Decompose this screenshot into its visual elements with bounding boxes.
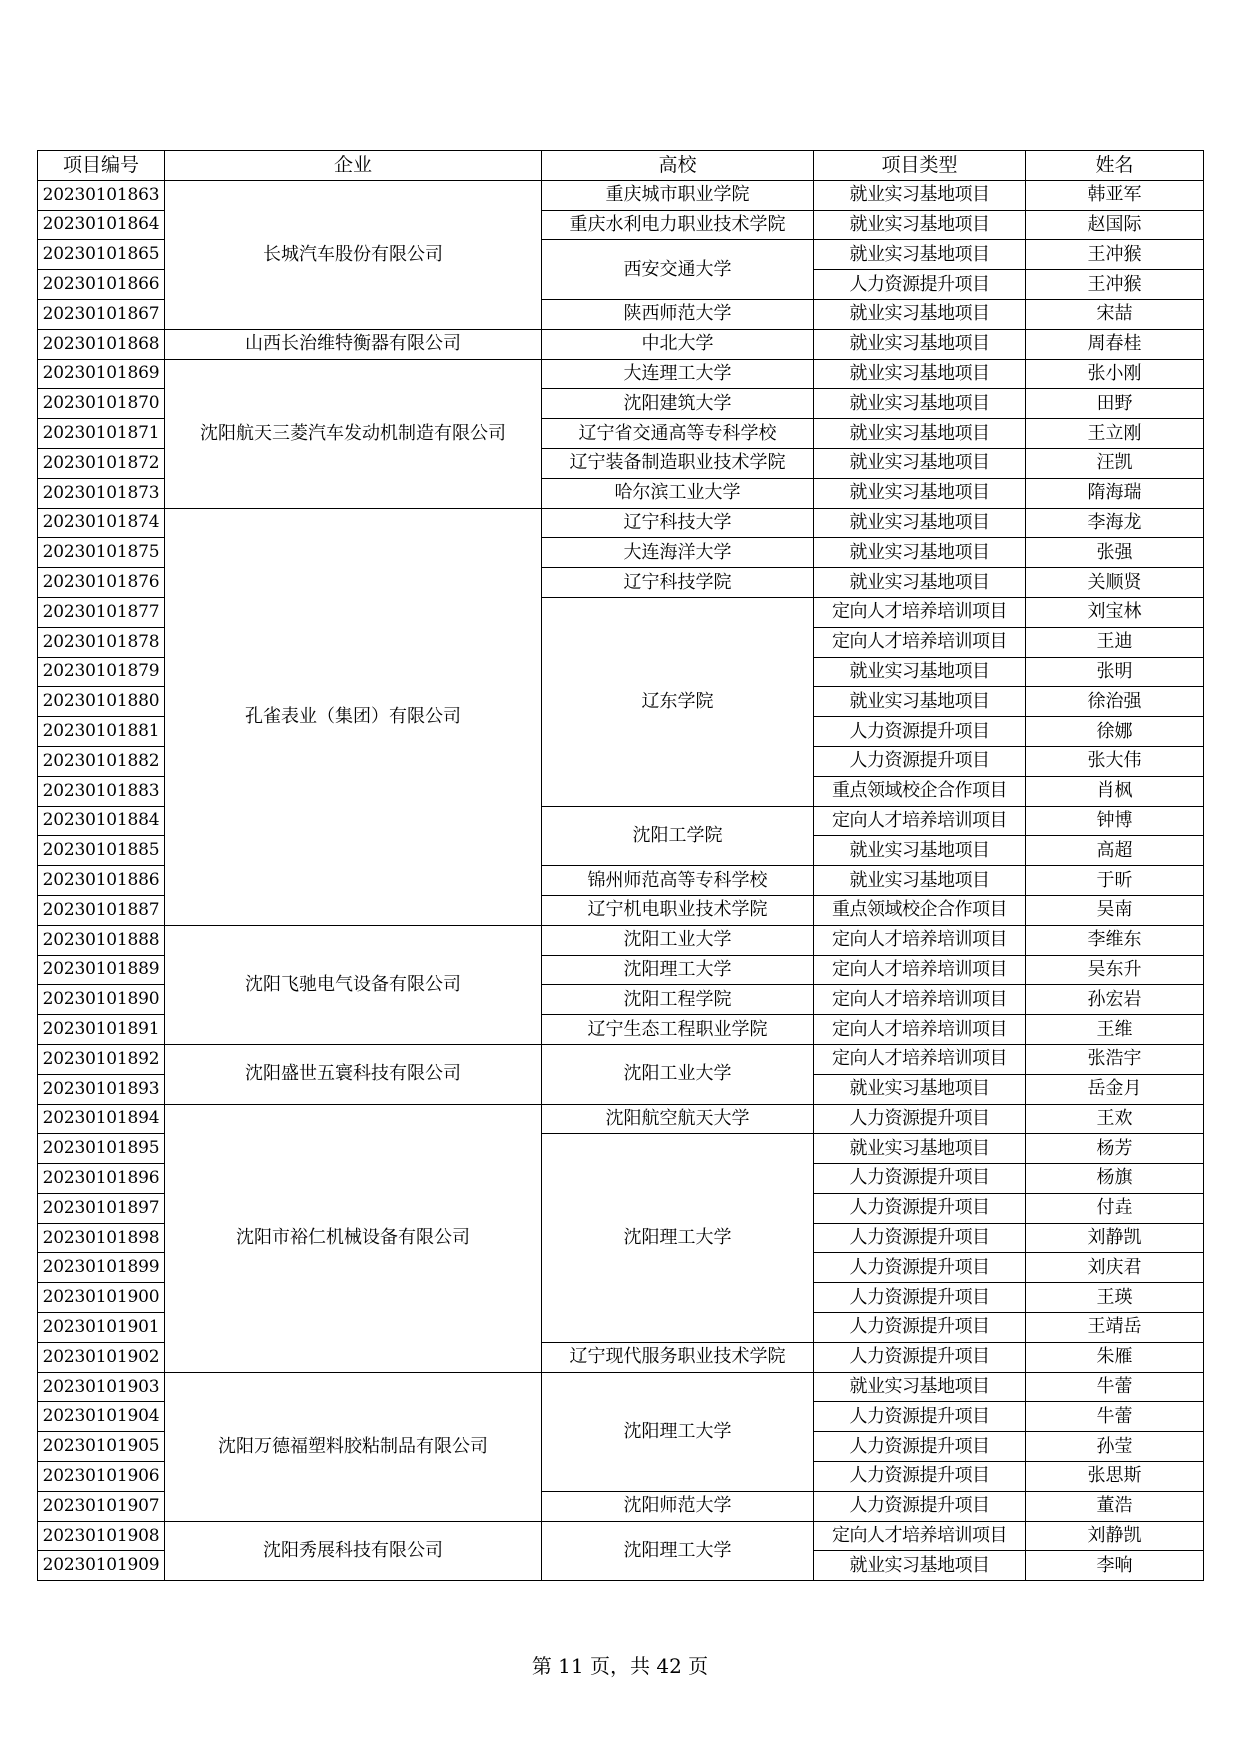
cell-name: 王立刚 bbox=[1026, 419, 1204, 449]
table-row bbox=[38, 1044, 1204, 1074]
cell-project-type: 定向人才培养培训项目 bbox=[814, 597, 1026, 627]
cell-project-id: 20230101889 bbox=[38, 955, 165, 985]
cell-company: 孔雀表业（集团）有限公司 bbox=[165, 508, 542, 925]
cell-project-type: 人力资源提升项目 bbox=[814, 1313, 1026, 1343]
cell-name: 田野 bbox=[1026, 389, 1204, 419]
header-project-type: 项目类型 bbox=[814, 151, 1026, 181]
cell-name: 李维东 bbox=[1026, 925, 1204, 955]
cell-name: 吴东升 bbox=[1026, 955, 1204, 985]
cell-project-id: 20230101867 bbox=[38, 299, 165, 329]
cell-name: 张强 bbox=[1026, 538, 1204, 568]
cell-project-id: 20230101869 bbox=[38, 359, 165, 389]
cell-project-id: 20230101907 bbox=[38, 1491, 165, 1521]
cell-project-id: 20230101902 bbox=[38, 1342, 165, 1372]
cell-project-id: 20230101876 bbox=[38, 568, 165, 598]
cell-project-type: 就业实习基地项目 bbox=[814, 1134, 1026, 1164]
cell-university: 辽宁机电职业技术学院 bbox=[542, 895, 814, 925]
table-row bbox=[38, 329, 1204, 359]
cell-project-type: 定向人才培养培训项目 bbox=[814, 627, 1026, 657]
table-body bbox=[38, 180, 1204, 1580]
cell-name: 王维 bbox=[1026, 1015, 1204, 1045]
cell-name: 孙宏岩 bbox=[1026, 985, 1204, 1015]
cell-name: 杨旗 bbox=[1026, 1164, 1204, 1194]
cell-university: 沈阳理工大学 bbox=[542, 955, 814, 985]
cell-project-type: 就业实习基地项目 bbox=[814, 538, 1026, 568]
cell-project-type: 就业实习基地项目 bbox=[814, 568, 1026, 598]
table-row bbox=[38, 1104, 1204, 1134]
cell-project-id: 20230101864 bbox=[38, 210, 165, 240]
cell-project-id: 20230101863 bbox=[38, 180, 165, 210]
cell-project-type: 人力资源提升项目 bbox=[814, 1164, 1026, 1194]
cell-project-id: 20230101904 bbox=[38, 1402, 165, 1432]
cell-project-id: 20230101866 bbox=[38, 270, 165, 300]
cell-name: 刘静凯 bbox=[1026, 1223, 1204, 1253]
cell-name: 刘静凯 bbox=[1026, 1521, 1204, 1551]
cell-university: 大连海洋大学 bbox=[542, 538, 814, 568]
cell-project-type: 就业实习基地项目 bbox=[814, 866, 1026, 896]
cell-project-type: 就业实习基地项目 bbox=[814, 180, 1026, 210]
cell-name: 宋喆 bbox=[1026, 299, 1204, 329]
cell-name: 牛蕾 bbox=[1026, 1402, 1204, 1432]
cell-university: 辽东学院 bbox=[542, 597, 814, 806]
cell-name: 赵国际 bbox=[1026, 210, 1204, 240]
header-company: 企业 bbox=[165, 151, 542, 181]
cell-project-type: 就业实习基地项目 bbox=[814, 478, 1026, 508]
cell-name: 岳金月 bbox=[1026, 1074, 1204, 1104]
cell-company: 沈阳秀展科技有限公司 bbox=[165, 1521, 542, 1581]
cell-university: 重庆水利电力职业技术学院 bbox=[542, 210, 814, 240]
cell-name: 徐娜 bbox=[1026, 717, 1204, 747]
cell-project-id: 20230101879 bbox=[38, 657, 165, 687]
cell-project-type: 就业实习基地项目 bbox=[814, 687, 1026, 717]
project-table bbox=[37, 150, 1204, 1581]
cell-project-type: 定向人才培养培训项目 bbox=[814, 955, 1026, 985]
cell-project-type: 定向人才培养培训项目 bbox=[814, 925, 1026, 955]
cell-university: 辽宁装备制造职业技术学院 bbox=[542, 448, 814, 478]
cell-name: 隋海瑞 bbox=[1026, 478, 1204, 508]
cell-university: 锦州师范高等专科学校 bbox=[542, 866, 814, 896]
cell-project-id: 20230101885 bbox=[38, 836, 165, 866]
cell-name: 张明 bbox=[1026, 657, 1204, 687]
cell-project-id: 20230101894 bbox=[38, 1104, 165, 1134]
table-header-row bbox=[38, 151, 1204, 181]
page-number: 第 11 页，共 42 页 bbox=[531, 1654, 709, 1678]
cell-name: 高超 bbox=[1026, 836, 1204, 866]
cell-project-id: 20230101892 bbox=[38, 1044, 165, 1074]
cell-company: 沈阳市裕仁机械设备有限公司 bbox=[165, 1104, 542, 1372]
cell-university: 辽宁生态工程职业学院 bbox=[542, 1015, 814, 1045]
cell-name: 牛蕾 bbox=[1026, 1372, 1204, 1402]
cell-name: 王欢 bbox=[1026, 1104, 1204, 1134]
cell-project-id: 20230101908 bbox=[38, 1521, 165, 1551]
cell-project-id: 20230101884 bbox=[38, 806, 165, 836]
cell-project-type: 人力资源提升项目 bbox=[814, 717, 1026, 747]
cell-project-type: 人力资源提升项目 bbox=[814, 270, 1026, 300]
cell-name: 张大伟 bbox=[1026, 746, 1204, 776]
cell-project-type: 就业实习基地项目 bbox=[814, 240, 1026, 270]
cell-project-id: 20230101906 bbox=[38, 1462, 165, 1492]
cell-name: 王瑛 bbox=[1026, 1283, 1204, 1313]
cell-project-type: 人力资源提升项目 bbox=[814, 1462, 1026, 1492]
cell-university: 沈阳工业大学 bbox=[542, 1044, 814, 1104]
cell-company: 沈阳航天三菱汽车发动机制造有限公司 bbox=[165, 359, 542, 508]
cell-project-type: 人力资源提升项目 bbox=[814, 1342, 1026, 1372]
cell-project-id: 20230101891 bbox=[38, 1015, 165, 1045]
cell-university: 沈阳理工大学 bbox=[542, 1372, 814, 1491]
cell-project-type: 就业实习基地项目 bbox=[814, 508, 1026, 538]
cell-name: 刘宝林 bbox=[1026, 597, 1204, 627]
cell-university: 中北大学 bbox=[542, 329, 814, 359]
cell-project-id: 20230101888 bbox=[38, 925, 165, 955]
cell-project-type: 定向人才培养培训项目 bbox=[814, 806, 1026, 836]
cell-project-id: 20230101880 bbox=[38, 687, 165, 717]
cell-university: 沈阳理工大学 bbox=[542, 1134, 814, 1343]
cell-project-type: 人力资源提升项目 bbox=[814, 1432, 1026, 1462]
cell-project-type: 就业实习基地项目 bbox=[814, 836, 1026, 866]
cell-project-id: 20230101883 bbox=[38, 776, 165, 806]
cell-university: 西安交通大学 bbox=[542, 240, 814, 300]
cell-name: 李响 bbox=[1026, 1551, 1204, 1581]
cell-project-type: 人力资源提升项目 bbox=[814, 1283, 1026, 1313]
cell-university: 辽宁科技大学 bbox=[542, 508, 814, 538]
cell-name: 张思斯 bbox=[1026, 1462, 1204, 1492]
cell-project-id: 20230101882 bbox=[38, 746, 165, 776]
cell-project-type: 定向人才培养培训项目 bbox=[814, 1015, 1026, 1045]
cell-project-type: 定向人才培养培训项目 bbox=[814, 1521, 1026, 1551]
cell-project-type: 就业实习基地项目 bbox=[814, 1551, 1026, 1581]
cell-name: 周春桂 bbox=[1026, 329, 1204, 359]
cell-name: 孙莹 bbox=[1026, 1432, 1204, 1462]
cell-project-id: 20230101871 bbox=[38, 419, 165, 449]
cell-university: 沈阳工学院 bbox=[542, 806, 814, 866]
cell-name: 朱雁 bbox=[1026, 1342, 1204, 1372]
cell-project-type: 定向人才培养培训项目 bbox=[814, 1044, 1026, 1074]
cell-project-type: 就业实习基地项目 bbox=[814, 210, 1026, 240]
cell-project-id: 20230101881 bbox=[38, 717, 165, 747]
table-row bbox=[38, 180, 1204, 210]
table-row bbox=[38, 1521, 1204, 1551]
cell-university: 沈阳师范大学 bbox=[542, 1491, 814, 1521]
cell-project-type: 人力资源提升项目 bbox=[814, 746, 1026, 776]
cell-name: 徐治强 bbox=[1026, 687, 1204, 717]
cell-project-type: 人力资源提升项目 bbox=[814, 1402, 1026, 1432]
cell-project-id: 20230101900 bbox=[38, 1283, 165, 1313]
cell-university: 重庆城市职业学院 bbox=[542, 180, 814, 210]
cell-project-id: 20230101877 bbox=[38, 597, 165, 627]
cell-project-id: 20230101878 bbox=[38, 627, 165, 657]
cell-university: 沈阳工程学院 bbox=[542, 985, 814, 1015]
cell-project-type: 人力资源提升项目 bbox=[814, 1104, 1026, 1134]
cell-university: 沈阳航空航天大学 bbox=[542, 1104, 814, 1134]
table-row bbox=[38, 1372, 1204, 1402]
cell-project-id: 20230101896 bbox=[38, 1164, 165, 1194]
cell-name: 王冲猴 bbox=[1026, 270, 1204, 300]
cell-name: 钟博 bbox=[1026, 806, 1204, 836]
cell-university: 沈阳建筑大学 bbox=[542, 389, 814, 419]
cell-company: 沈阳盛世五寰科技有限公司 bbox=[165, 1044, 542, 1104]
cell-project-id: 20230101909 bbox=[38, 1551, 165, 1581]
cell-company: 山西长治维特衡器有限公司 bbox=[165, 329, 542, 359]
cell-project-id: 20230101865 bbox=[38, 240, 165, 270]
cell-name: 韩亚军 bbox=[1026, 180, 1204, 210]
header-name: 姓名 bbox=[1026, 151, 1204, 181]
cell-university: 沈阳理工大学 bbox=[542, 1521, 814, 1581]
cell-name: 刘庆君 bbox=[1026, 1253, 1204, 1283]
cell-university: 陕西师范大学 bbox=[542, 299, 814, 329]
cell-project-id: 20230101870 bbox=[38, 389, 165, 419]
cell-name: 董浩 bbox=[1026, 1491, 1204, 1521]
cell-name: 肖枫 bbox=[1026, 776, 1204, 806]
cell-name: 王靖岳 bbox=[1026, 1313, 1204, 1343]
cell-project-id: 20230101872 bbox=[38, 448, 165, 478]
cell-university: 沈阳工业大学 bbox=[542, 925, 814, 955]
cell-company: 沈阳万德福塑料胶粘制品有限公司 bbox=[165, 1372, 542, 1521]
cell-project-type: 人力资源提升项目 bbox=[814, 1253, 1026, 1283]
cell-project-id: 20230101890 bbox=[38, 985, 165, 1015]
cell-name: 汪凯 bbox=[1026, 448, 1204, 478]
cell-project-id: 20230101898 bbox=[38, 1223, 165, 1253]
cell-project-type: 就业实习基地项目 bbox=[814, 419, 1026, 449]
cell-project-id: 20230101905 bbox=[38, 1432, 165, 1462]
cell-project-type: 重点领域校企合作项目 bbox=[814, 776, 1026, 806]
cell-project-id: 20230101895 bbox=[38, 1134, 165, 1164]
cell-project-type: 就业实习基地项目 bbox=[814, 448, 1026, 478]
cell-university: 辽宁省交通高等专科学校 bbox=[542, 419, 814, 449]
cell-name: 王迪 bbox=[1026, 627, 1204, 657]
cell-name: 付垚 bbox=[1026, 1193, 1204, 1223]
cell-name: 关顺贤 bbox=[1026, 568, 1204, 598]
cell-project-id: 20230101873 bbox=[38, 478, 165, 508]
cell-project-type: 就业实习基地项目 bbox=[814, 329, 1026, 359]
cell-project-type: 就业实习基地项目 bbox=[814, 359, 1026, 389]
cell-project-type: 人力资源提升项目 bbox=[814, 1193, 1026, 1223]
cell-project-type: 就业实习基地项目 bbox=[814, 1372, 1026, 1402]
cell-university: 哈尔滨工业大学 bbox=[542, 478, 814, 508]
cell-project-id: 20230101899 bbox=[38, 1253, 165, 1283]
cell-project-type: 人力资源提升项目 bbox=[814, 1223, 1026, 1253]
table-row bbox=[38, 359, 1204, 389]
cell-project-id: 20230101901 bbox=[38, 1313, 165, 1343]
cell-university: 大连理工大学 bbox=[542, 359, 814, 389]
cell-company: 沈阳飞驰电气设备有限公司 bbox=[165, 925, 542, 1044]
cell-name: 张浩宇 bbox=[1026, 1044, 1204, 1074]
cell-name: 李海龙 bbox=[1026, 508, 1204, 538]
cell-project-id: 20230101887 bbox=[38, 895, 165, 925]
cell-project-id: 20230101868 bbox=[38, 329, 165, 359]
cell-project-type: 就业实习基地项目 bbox=[814, 389, 1026, 419]
cell-university: 辽宁现代服务职业技术学院 bbox=[542, 1342, 814, 1372]
table-row bbox=[38, 925, 1204, 955]
cell-project-id: 20230101897 bbox=[38, 1193, 165, 1223]
cell-project-type: 就业实习基地项目 bbox=[814, 657, 1026, 687]
cell-project-type: 人力资源提升项目 bbox=[814, 1491, 1026, 1521]
cell-company: 长城汽车股份有限公司 bbox=[165, 180, 542, 329]
table-row bbox=[38, 508, 1204, 538]
cell-project-id: 20230101886 bbox=[38, 866, 165, 896]
cell-university: 辽宁科技学院 bbox=[542, 568, 814, 598]
cell-project-id: 20230101874 bbox=[38, 508, 165, 538]
cell-project-id: 20230101875 bbox=[38, 538, 165, 568]
cell-project-type: 重点领域校企合作项目 bbox=[814, 895, 1026, 925]
cell-name: 王冲猴 bbox=[1026, 240, 1204, 270]
cell-project-id: 20230101893 bbox=[38, 1074, 165, 1104]
header-project-id: 项目编号 bbox=[38, 151, 165, 181]
header-university: 高校 bbox=[542, 151, 814, 181]
cell-project-type: 就业实习基地项目 bbox=[814, 299, 1026, 329]
cell-name: 杨芳 bbox=[1026, 1134, 1204, 1164]
cell-project-type: 定向人才培养培训项目 bbox=[814, 985, 1026, 1015]
cell-project-type: 就业实习基地项目 bbox=[814, 1074, 1026, 1104]
cell-name: 于昕 bbox=[1026, 866, 1204, 896]
cell-name: 张小刚 bbox=[1026, 359, 1204, 389]
cell-project-id: 20230101903 bbox=[38, 1372, 165, 1402]
cell-name: 吴南 bbox=[1026, 895, 1204, 925]
